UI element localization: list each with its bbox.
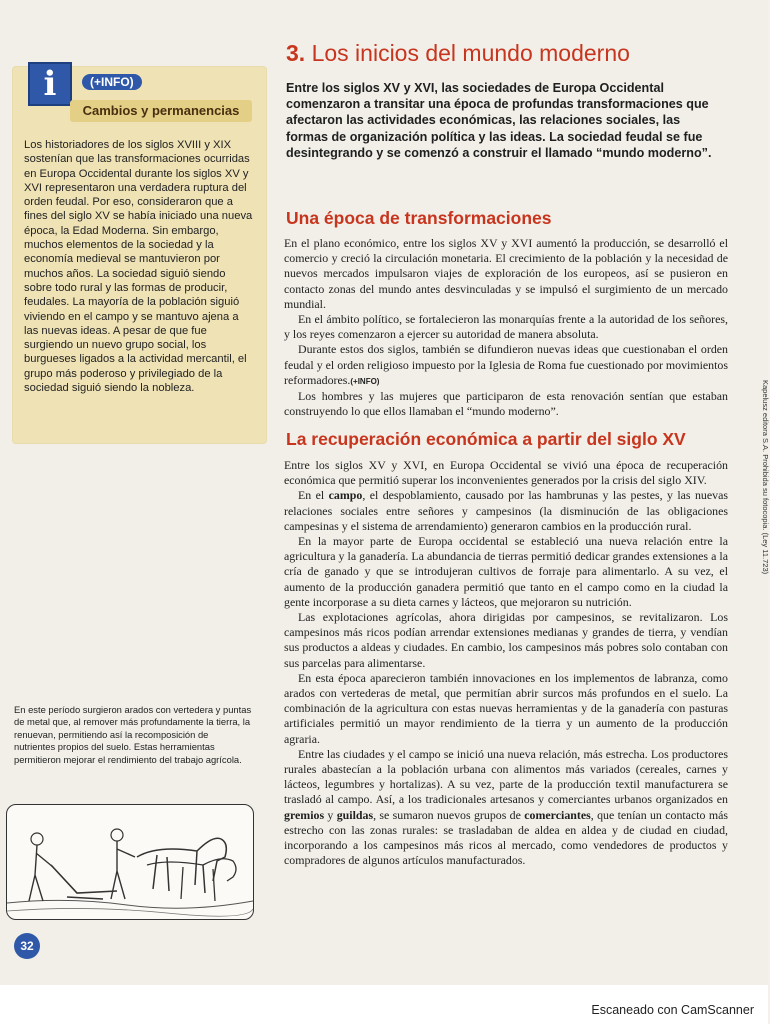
intro-paragraph: Entre los siglos XV y XVI, las sociedades de Europa Occidental comenzaron a transitar una época de profundas transformaciones que afectaron las actividades económicas, las relaciones sociales, las formas de organización política y las ideas. La sociedad feudal se fue desintegrando y se comenzó a construir el llamado “mundo moderno”. bbox=[286, 81, 712, 160]
paragraph: Las explotaciones agrícolas, ahora dirigidas por campesinos, se revitalizaron. Los campesinos más ricos podían arrendar extensiones medianas y grandes de tierra, y vendían sus productos a aldeas y ciudades. En cambio, los campesinos más pobres solo contaban con sus parcelas para alimentarse. bbox=[284, 610, 728, 670]
plowing-illustration bbox=[6, 804, 254, 920]
paragraph: Durante estos dos siglos, también se difundieron nuevas ideas que cuestionaban el orden feudal y el orden religioso impuesto por la Iglesia de Roma fue cuestionado por movimientos reformadores.(+INFO) bbox=[284, 342, 728, 387]
info-link: (+INFO) bbox=[350, 376, 380, 386]
info-tag: (+INFO) bbox=[82, 74, 142, 90]
info-box-text: Los historiadores de los siglos XVIII y XIX sostenían que las transformaciones ocurridas en Europa Occidental durante los siglos XV y XVI representaron una verdadera ruptura del orden feudal. Por eso, consideraron que a fines del siglo XV se había iniciado una nueva época, la Edad Moderna. Sin embargo, muchos elementos de la sociedad y la economía medieval se mantuvieron por muchos años. La sociedad siguió siendo sobre todo rural y las formas de producir, feudales. La mayoría de la población siguió viviendo en el campo y se mantuvo ajena a las nuevas ideas. A pesar de que fue surgiendo un nuevo grupo social, los burgueses ligados a la actividad mercantil, el grupo más poderoso y privilegiado de la sociedad siguió siendo la nobleza. bbox=[24, 139, 253, 395]
section-title: Los inicios del mundo moderno bbox=[311, 40, 630, 66]
section-heading bbox=[286, 40, 630, 67]
info-box-title: Cambios y permanencias bbox=[70, 100, 252, 122]
paragraph: En el campo, el despoblamiento, causado por las hambrunas y las pestes, y las nuevas relaciones sociales entre señores y campesinos (la disminución de las obligaciones campesinas y el sistema de arrendamiento) generaron cambios en la producción rural. bbox=[284, 488, 728, 533]
paragraph: En el plano económico, entre los siglos XV y XVI aumentó la producción, se desarrolló el comercio y creció la circulación monetaria. El crecimiento de la población y la necesidad de nuevos mercados impulsaron viajes de exploración de los europeos, así se pusieron en contacto zonas del mundo antes desvinculadas y se impulsó el surgimiento de un mercado mundial. bbox=[284, 236, 728, 311]
subheading-transformaciones: Una época de transformaciones bbox=[286, 208, 552, 228]
page-number: 32 bbox=[14, 933, 40, 959]
subheading-recuperacion: La recuperación económica a partir del siglo XV bbox=[286, 429, 686, 449]
paragraph: Entre las ciudades y el campo se inició una nueva relación, más estrecha. Los productores rurales abastecían a la población urbana con alimentos más variados (cereales, carnes y lácteos, legumbres y hortalizas). A su vez, parte de la producción textil manufacturera se trasladó al campo. Así, a los tradicionales artesanos y comerciantes urbanos organizados en gremios y guildas, se sumaron nuevos grupos de comerciantes, que tenían un contacto más estrecho con las zonas rurales: se trasladaban de aldea en aldea y de ciudad en ciudad, incorporando a los campesinos más ricos al mercado, como vendedores de productos y compradores de algunos artículos manufacturados. bbox=[284, 746, 728, 868]
illustration-caption: En este período surgieron arados con vertedera y puntas de metal que, al remover más profundamente la tierra, la renuevan, permitiendo así la recomposición de nutrientes propios del suelo. Estas herramientas permitieron mejorar el rendimiento del trabajo agrícola. bbox=[14, 704, 252, 765]
paragraph: En esta época aparecieron también innovaciones en los implementos de labranza, como arados con vertederas de metal, que permitían abrir surcos más profundos en el suelo. La combinación de la agricultura con estas nuevas herramientas y de la ganadería con pasturas artificiales permitió un mayor rendimiento de la tierra y un aumento de la producción agraria. bbox=[284, 670, 728, 746]
paragraph: Entre los siglos XV y XVI, en Europa Occidental se vivió una época de recuperación económica que permitió superar los inconvenientes generados por la crisis del siglo XIV. bbox=[284, 458, 728, 488]
scanner-watermark: Escaneado con CamScanner bbox=[591, 1003, 754, 1017]
plowing-drawing bbox=[7, 805, 253, 919]
publisher-credit: Kapelusz editora S.A. Prohibida su fotocopia. (Ley 11.723) bbox=[761, 380, 770, 575]
section-transformaciones-body bbox=[284, 236, 728, 419]
paragraph: En la mayor parte de Europa occidental se estableció una nueva relación entre la agricultura y la ganadería. La abundancia de tierras permitió dedicar grandes extensiones a la cría de ganado y que se introdujeran cultivos de forraje para alimentarlo. A su vez, el aumento de la producción ganadera permitió que tanto en el campo como en la ciudad la gente incorporase a su dieta carnes y lácteos, que mejoraron su nutrición. bbox=[284, 534, 728, 609]
section-recuperacion-body bbox=[284, 458, 728, 868]
paragraph: Los hombres y las mujeres que participaron de esta renovación sentían que estaban construyendo lo que ellos llamaban el “mundo moderno”. bbox=[284, 389, 728, 419]
section-number: 3. bbox=[286, 40, 306, 66]
info-icon: i bbox=[28, 62, 72, 106]
paragraph: En el ámbito político, se fortalecieron las monarquías frente a la autoridad de los señores, y los reyes comenzaron a ejercer su autoridad de manera absoluta. bbox=[284, 312, 728, 342]
